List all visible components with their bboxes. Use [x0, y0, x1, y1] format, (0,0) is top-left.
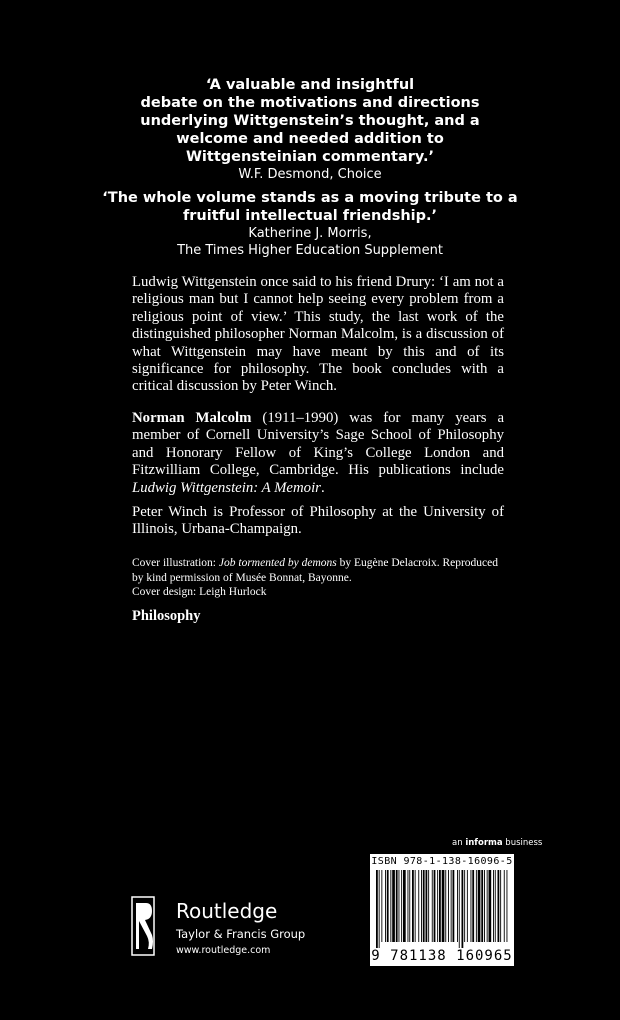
isbn-label: ISBN 978-1-138-16096-5: [371, 856, 513, 867]
barcode-bar: [489, 870, 492, 942]
publisher-name: Routledge: [176, 899, 278, 923]
subject-category: Philosophy: [132, 608, 201, 624]
barcode-bar: [495, 870, 496, 942]
barcode-bar: [445, 870, 446, 942]
quote-line: underlying Wittgenstein’s thought, and a: [140, 113, 480, 129]
quote-line: fruitful intellectual friendship.’: [182, 208, 438, 224]
review-quote-1: [100, 76, 520, 183]
barcode-bar: [408, 870, 409, 942]
informa-suffix: business: [502, 838, 543, 848]
barcode-bar: [451, 870, 452, 942]
publisher-logo: [128, 895, 388, 970]
informa-tagline: [452, 838, 542, 848]
informa-brand: informa: [465, 838, 503, 848]
illustration-title: Job tormented by demons: [218, 557, 337, 569]
quote-attribution: W.F. Desmond, Choice: [238, 167, 382, 182]
barcode-bar: [392, 870, 395, 942]
barcode-bar: [476, 870, 477, 942]
routledge-mark-icon: [128, 895, 158, 957]
quote-line: ‘A valuable and insightful: [205, 77, 415, 93]
review-quote-2: [90, 189, 530, 259]
barcode-bar: [428, 870, 429, 942]
barcode-bar: [481, 870, 483, 942]
barcode-bar: [464, 870, 465, 942]
barcode-bar: [390, 870, 391, 942]
barcode-bar: [471, 870, 472, 942]
barcode-bar: [409, 870, 410, 942]
barcode-bars: [374, 870, 510, 948]
barcode-bar: [426, 870, 428, 942]
contributor-bio: Peter Winch is Professor of Philosophy at the University of Illinois, Urbana-Champaign.: [132, 504, 504, 538]
illustration-credit: [132, 556, 512, 585]
barcode-bar: [493, 870, 494, 942]
barcode-bar: [442, 870, 445, 942]
barcode-bar: [467, 870, 468, 942]
informa-prefix: an: [452, 838, 466, 848]
publisher-group: Taylor & Francis Group: [176, 927, 306, 941]
quote-line: debate on the motivations and directions: [140, 95, 480, 111]
barcode-bar: [418, 870, 419, 942]
quote-text: [90, 189, 530, 225]
barcode-bar: [403, 870, 406, 942]
barcode-bar: [459, 870, 460, 948]
illustration-suffix: by Eugène Delacroix. Reproduced by kind permission of Musée Bonnat, Bayonne.: [132, 557, 499, 584]
barcode-digits: 9 781138 160965: [371, 948, 513, 964]
barcode-bar: [507, 870, 508, 942]
barcode-bar: [498, 870, 500, 942]
barcode-bar: [457, 870, 458, 942]
barcode-bar: [396, 870, 398, 942]
barcode-bar: [423, 870, 425, 942]
author-bio: [132, 410, 504, 497]
barcode-bar: [415, 870, 416, 942]
barcode-bar: [437, 870, 438, 942]
author-bio-end: .: [320, 479, 325, 496]
barcode-bar: [421, 870, 422, 942]
quote-line: Wittgensteinian commentary.’: [185, 149, 435, 165]
illustration-prefix: Cover illustration:: [132, 557, 219, 569]
author-book-title: Ludwig Wittgenstein: A Memoir: [132, 479, 321, 496]
barcode-bar: [472, 870, 474, 942]
quote-attribution: [90, 225, 530, 259]
barcode-bar: [439, 870, 441, 942]
barcode-bar: [487, 870, 488, 942]
attribution-line: Katherine J. Morris,: [248, 226, 372, 241]
quote-line: welcome and needed addition to: [176, 131, 444, 147]
barcode-bar: [434, 870, 436, 942]
barcode-bar: [504, 870, 505, 942]
design-credit: Cover design: Leigh Hurlock: [132, 586, 267, 598]
attribution-line: The Times Higher Education Supplement: [177, 243, 443, 258]
barcode-bar: [453, 870, 455, 942]
barcode-bar: [500, 870, 501, 942]
barcode-bar: [399, 870, 400, 942]
author-name: Norman Malcolm: [132, 410, 252, 426]
barcode-bar: [478, 870, 481, 942]
publisher-url: www.routledge.com: [176, 945, 271, 956]
barcode-bar: [448, 870, 449, 942]
barcode-bar: [432, 870, 433, 942]
barcode-bar: [401, 870, 402, 942]
barcode-bar: [462, 870, 464, 948]
book-description: Ludwig Wittgenstein once said to his friend Drury: ‘I am not a religious man but I cannot help seeing every problem from a religious point of view.’ This study, the last work of the distinguished philosopher Norman Malcolm, is a discussion of what Wittgenstein may have meant by this and of its significance for philosophy. The book concludes with a critical discussion by Peter Winch.: [132, 274, 504, 395]
quote-line: ‘The whole volume stands as a moving tribute to a: [102, 190, 518, 206]
author-bio-text: (1911–1990) was for many years a member of Cornell University’s Sage School of Philosophy and Honorary Fellow of King’s College London and Fitzwilliam College, Cambridge. His publications include: [132, 410, 505, 479]
barcode-bar: [412, 870, 414, 942]
isbn-barcode: [370, 854, 514, 966]
barcode-bar: [484, 870, 485, 942]
quote-text: [100, 76, 520, 166]
cover-credits: [132, 556, 512, 600]
